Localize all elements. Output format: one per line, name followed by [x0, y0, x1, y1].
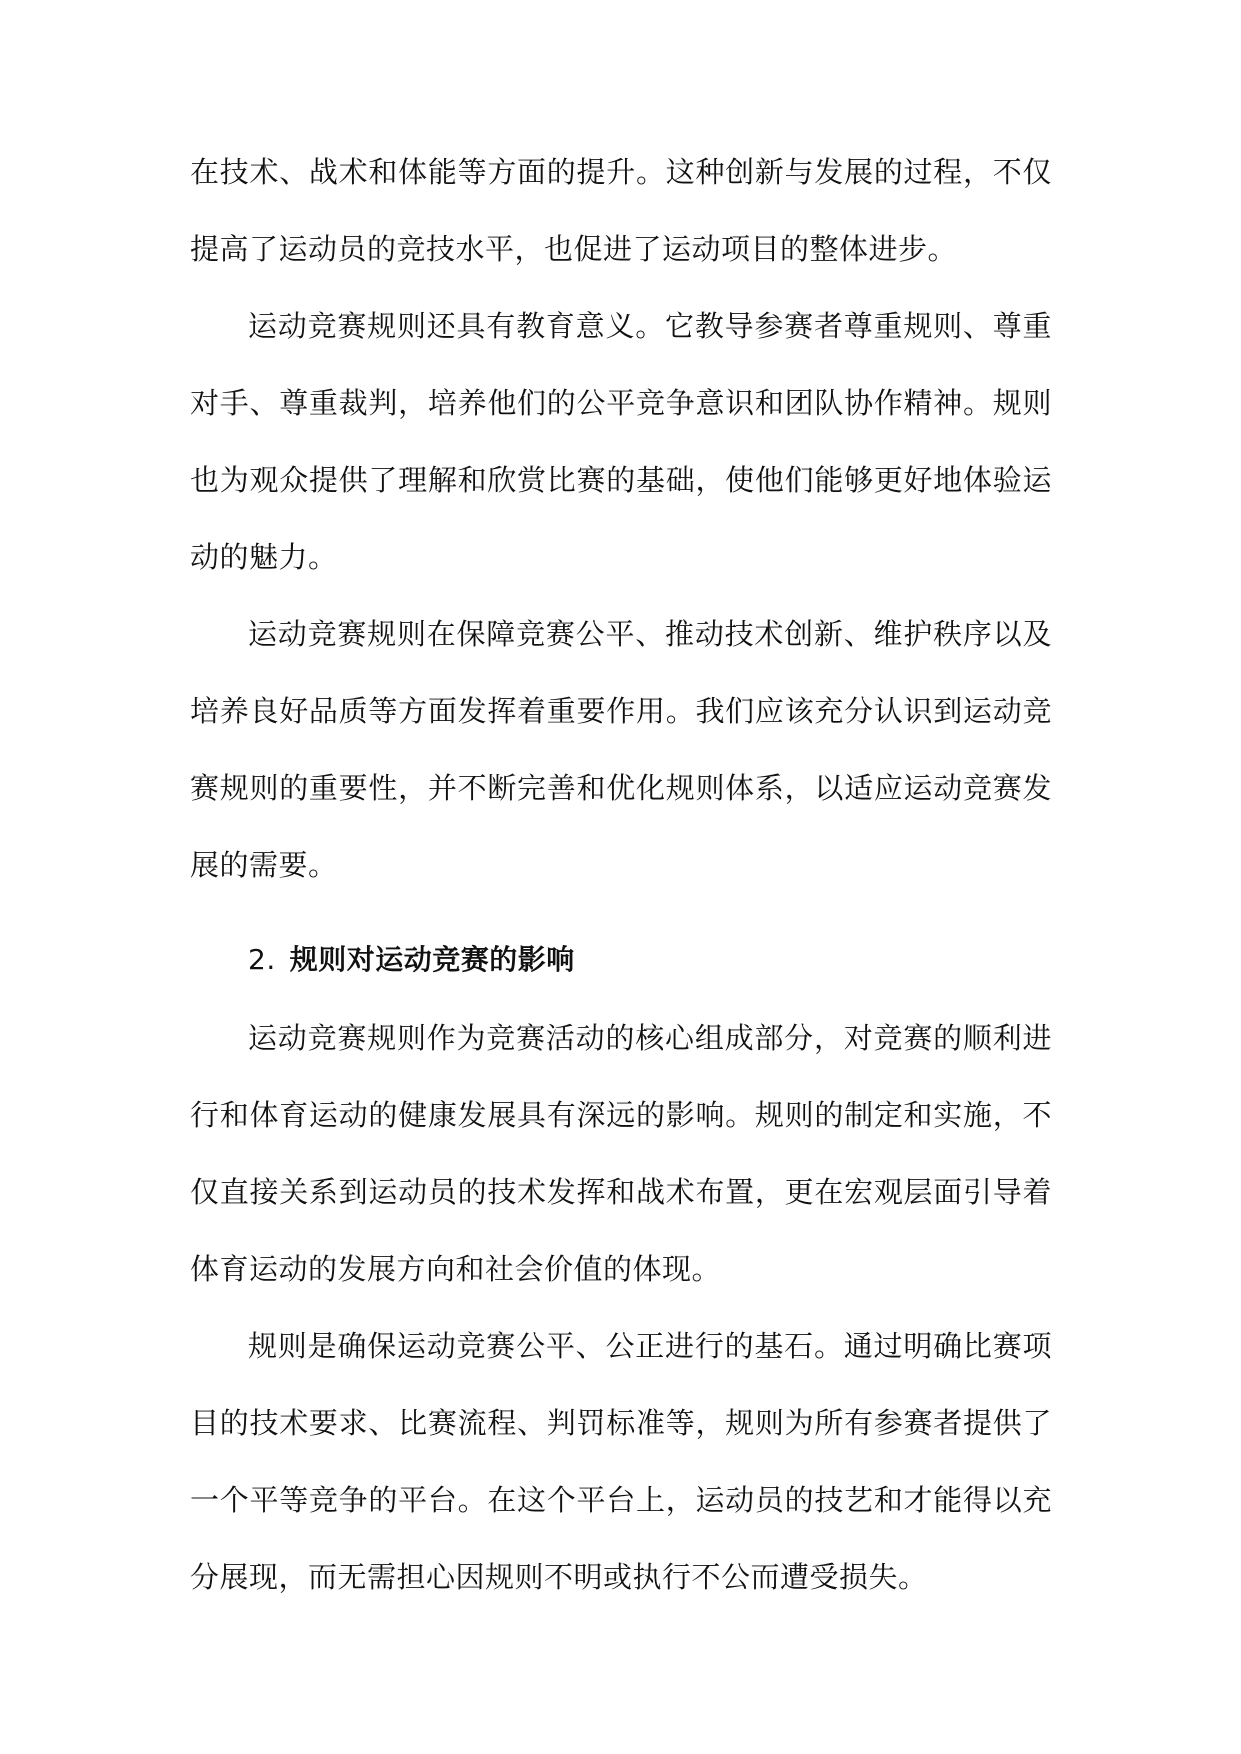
section-heading	[248, 930, 575, 990]
section-title: 规则对运动竞赛的影响	[289, 943, 575, 976]
paragraph-section-intro: 运动竞赛规则作为竞赛活动的核心组成部分，对竞赛的顺利进行和体育运动的健康发展具有深远的影响。规则的制定和实施，不仅直接关系到运动员的技术发挥和战术布置，更在宏观层面引导着体育运动的发展方向和社会价值的体现。	[190, 1021, 1052, 1286]
paragraph-summary: 运动竞赛规则在保障竞赛公平、推动技术创新、维护秩序以及培养良好品质等方面发挥着重要作用。我们应该充分认识到运动竞赛规则的重要性，并不断完善和优化规则体系，以适应运动竞赛发展的需要。	[190, 617, 1052, 882]
section-number: 2.	[248, 943, 276, 976]
paragraph-continued: 在技术、战术和体能等方面的提升。这种创新与发展的过程，不仅提高了运动员的竞技水平，也促进了运动项目的整体进步。	[190, 155, 1052, 266]
paragraph-education: 运动竞赛规则还具有教育意义。它教导参赛者尊重规则、尊重对手、尊重裁判，培养他们的公平竞争意识和团队协作精神。规则也为观众提供了理解和欣赏比赛的基础，使他们能够更好地体验运动的魅力。	[190, 309, 1052, 574]
paragraph-fairness: 规则是确保运动竞赛公平、公正进行的基石。通过明确比赛项目的技术要求、比赛流程、判罚标准等，规则为所有参赛者提供了一个平等竞争的平台。在这个平台上，运动员的技艺和才能得以充分展现，而无需担心因规则不明或执行不公而遭受损失。	[190, 1329, 1052, 1594]
